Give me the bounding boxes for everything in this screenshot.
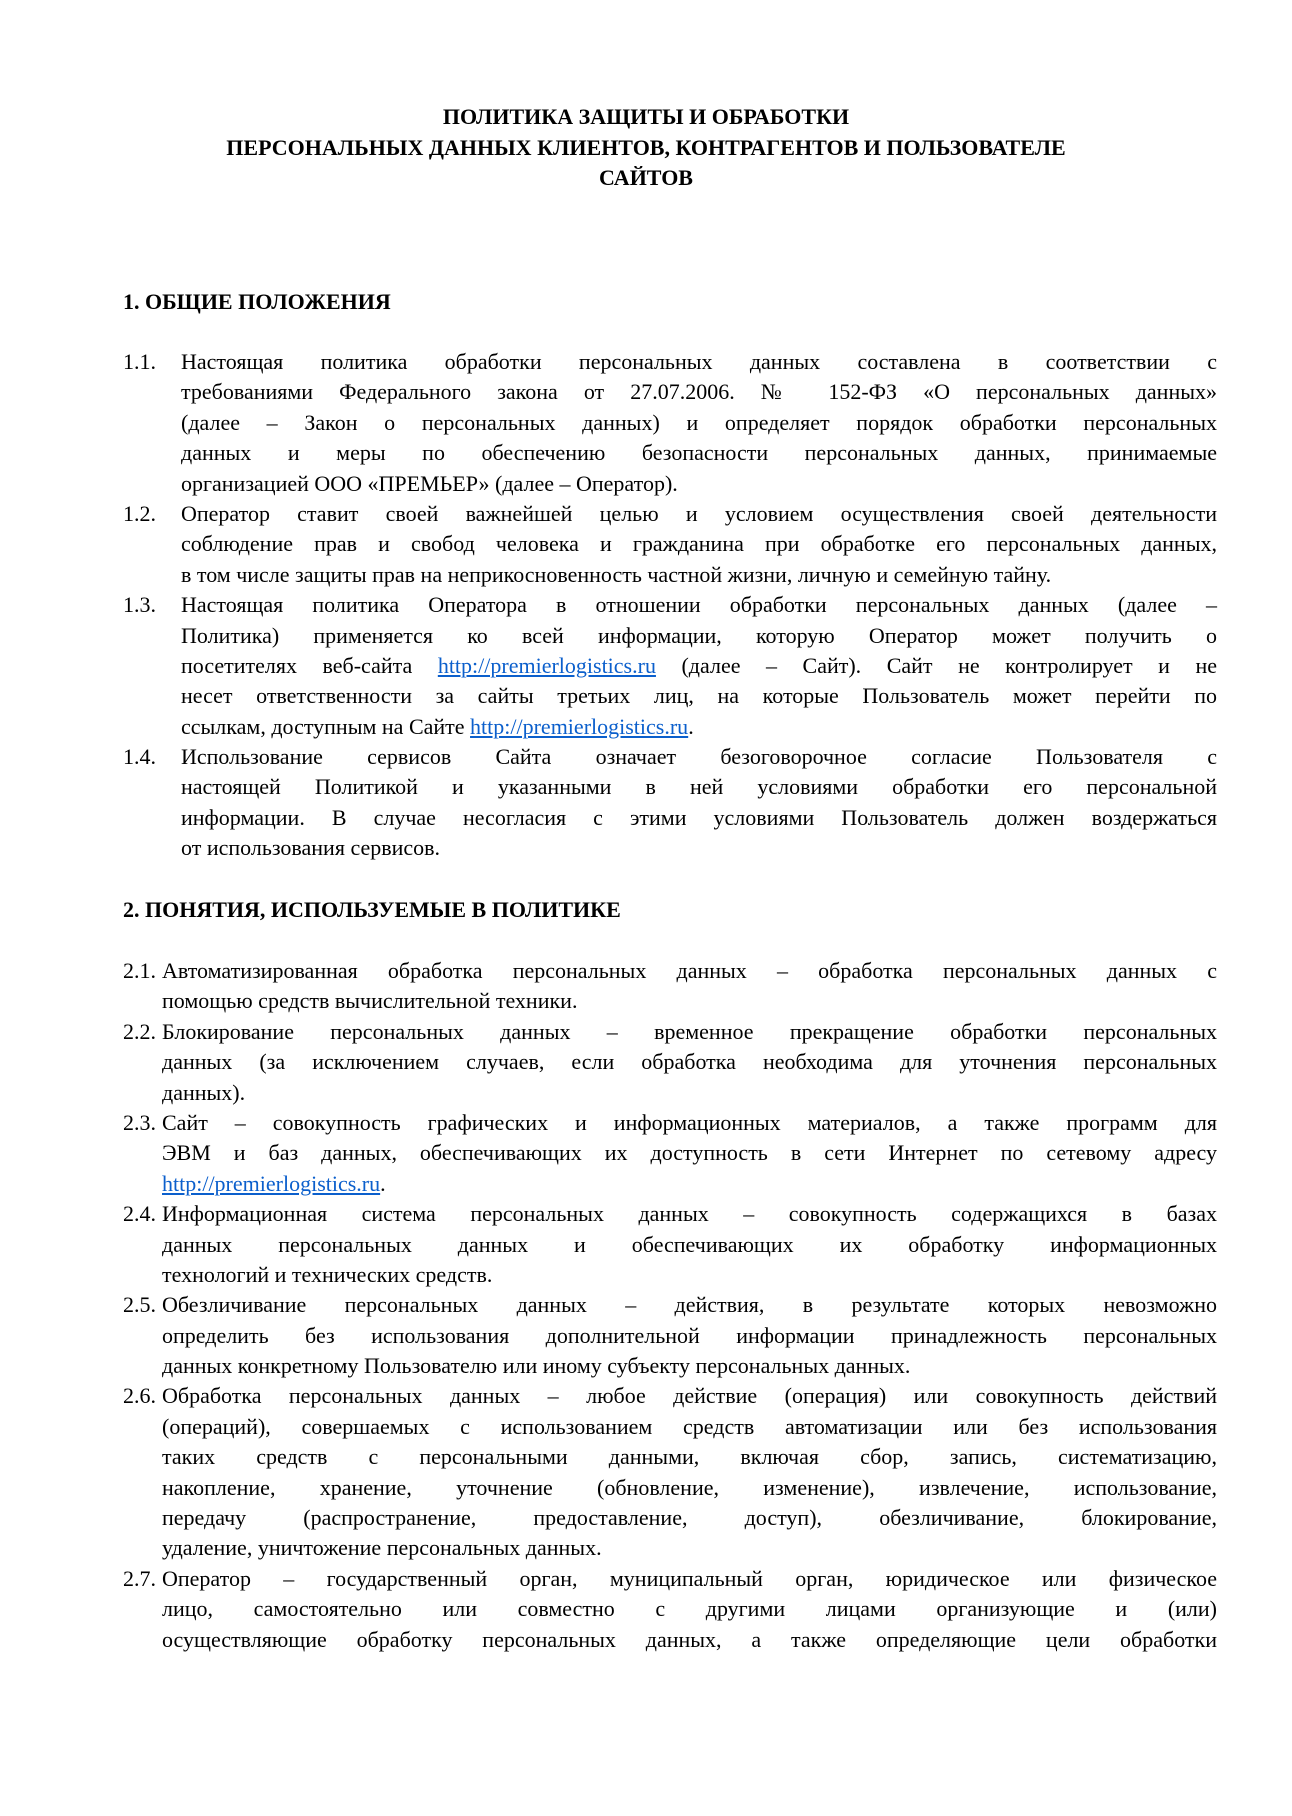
text-line: удаление, уничтожение персональных данных.	[162, 1535, 602, 1561]
item-number: 2.1.	[123, 958, 156, 983]
text-line: Информационная система персональных данных – совокупность содержащихся в базах	[162, 1201, 1217, 1227]
item-number: 2.4.	[123, 1201, 156, 1227]
title-line: ПОЛИТИКА ЗАЩИТЫ И ОБРАБОТКИ	[442, 104, 850, 129]
item-text	[162, 956, 1217, 1017]
text-line: несет ответственности за сайты третьих лиц, на которые Пользователь может перейти по	[181, 683, 1217, 709]
text-line	[162, 1169, 1217, 1199]
item-number: 2.5.	[123, 1292, 156, 1318]
website-link[interactable]: http://premierlogistics.ru	[162, 1170, 381, 1196]
list-item	[123, 347, 1217, 499]
text-line: организацией ООО «ПРЕМЬЕР» (далее – Оператор).	[181, 470, 678, 496]
text-line: накопление, хранение, уточнение (обновление, изменение), извлечение, использование,	[162, 1474, 1217, 1500]
item-text	[162, 1017, 1217, 1108]
item-number: 1.4.	[123, 744, 156, 770]
item-text	[162, 1564, 1217, 1655]
text-segment: .	[688, 713, 694, 739]
website-link[interactable]: http://premierlogistics.ru	[437, 652, 656, 678]
list-item	[123, 590, 1217, 742]
text-line: в том числе защиты прав на неприкосновенность частной жизни, личную и семейную тайну.	[181, 561, 1052, 587]
text-line: таких средств с персональными данными, включая сбор, запись, систематизацию,	[162, 1444, 1217, 1470]
text-line: Политика) применяется ко всей информации, которую Оператор может получить о	[181, 622, 1217, 648]
text-line: требованиями Федерального закона от 27.07.2006. № 152-ФЗ «О персональных данных»	[181, 379, 1217, 405]
text-line: данных).	[162, 1079, 246, 1105]
section-heading-terms: 2. ПОНЯТИЯ, ИСПОЛЬЗУЕМЫЕ В ПОЛИТИКЕ	[123, 897, 621, 922]
text-segment: ссылкам, доступным на Сайте	[181, 713, 471, 739]
text-segment: (далее – Сайт). Сайт не контролирует и не	[655, 652, 1217, 678]
item-text	[181, 742, 1217, 864]
list-item	[123, 956, 1217, 1017]
text-line: Автоматизированная обработка персональных данных – обработка персональных данных с	[162, 958, 1217, 983]
text-line: настоящей Политикой и указанными в ней условиями обработки его персональной	[181, 774, 1217, 800]
list-item	[123, 742, 1217, 864]
text-line: Блокирование персональных данных – временное прекращение обработки персональных	[162, 1018, 1217, 1044]
text-line: лицо, самостоятельно или совместно с другими лицами организующие и (или)	[162, 1596, 1217, 1622]
item-text	[181, 499, 1217, 590]
text-line: помощью средств вычислительной техники.	[162, 988, 578, 1014]
text-line: (далее – Закон о персональных данных) и определяет порядок обработки персональных	[181, 409, 1217, 435]
item-text	[162, 1290, 1217, 1381]
text-line: ЭВМ и баз данных, обеспечивающих их доступность в сети Интернет по сетевому адресу	[162, 1140, 1217, 1166]
item-number: 2.7.	[123, 1565, 156, 1591]
text-line	[181, 651, 1217, 681]
text-line: Оператор ставит своей важнейшей целью и условием осуществления своей деятельности	[181, 500, 1217, 526]
item-number: 1.2.	[123, 500, 156, 526]
text-line: информации. В случае несогласия с этими условиями Пользователь должен воздержаться	[181, 804, 1217, 830]
text-line: осуществляющие обработку персональных данных, а также определяющие цели обработки	[162, 1626, 1217, 1652]
item-text	[162, 1381, 1217, 1563]
list-item	[123, 1108, 1217, 1199]
item-number: 2.6.	[123, 1383, 156, 1409]
text-line: технологий и технических средств.	[162, 1261, 493, 1287]
text-line: данных персональных данных и обеспечивающих их обработку информационных	[162, 1231, 1217, 1257]
title-line: САЙТОВ	[599, 165, 693, 190]
title-line: ПЕРСОНАЛЬНЫХ ДАННЫХ КЛИЕНТОВ, КОНТРАГЕНТОВ И ПОЛЬЗОВАТЕЛЕ	[226, 134, 1066, 160]
text-line: Обработка персональных данных – любое действие (операция) или совокупность действий	[162, 1383, 1217, 1409]
item-number: 1.3.	[123, 592, 156, 618]
list-item	[123, 499, 1217, 590]
text-line: Оператор – государственный орган, муниципальный орган, юридическое или физическое	[162, 1565, 1217, 1591]
text-line: Сайт – совокупность графических и информационных материалов, а также программ для	[162, 1109, 1217, 1135]
list-item	[123, 1564, 1217, 1655]
item-number: 2.3.	[123, 1109, 156, 1135]
text-line: передачу (распространение, предоставление, доступ), обезличивание, блокирование,	[162, 1505, 1217, 1531]
item-text	[162, 1108, 1217, 1199]
text-line	[181, 712, 1217, 742]
list-item	[123, 1199, 1217, 1290]
section-1-list	[123, 347, 1217, 864]
text-line: определить без использования дополнительной информации принадлежность персональных	[162, 1322, 1217, 1348]
list-item	[123, 1017, 1217, 1108]
item-text	[181, 347, 1217, 499]
website-link[interactable]: http://premierlogistics.ru	[470, 713, 689, 739]
list-item	[123, 1381, 1217, 1563]
text-line: Настоящая политика обработки персональных данных составлена в соответствии с	[181, 349, 1217, 374]
text-line: данных (за исключением случаев, если обработка необходима для уточнения персональных	[162, 1049, 1217, 1075]
item-number: 2.2.	[123, 1018, 156, 1044]
text-line: (операций), совершаемых с использованием средств автоматизации или без использования	[162, 1413, 1217, 1439]
text-line: Обезличивание персональных данных – действия, в результате которых невозможно	[162, 1292, 1217, 1318]
document-title	[0, 102, 1292, 194]
item-text	[162, 1199, 1217, 1290]
item-text	[181, 590, 1217, 742]
text-line: соблюдение прав и свобод человека и гражданина при обработке его персональных данных,	[181, 531, 1217, 557]
text-segment: посетителях веб-сайта	[181, 652, 438, 678]
text-segment: .	[380, 1170, 386, 1196]
list-item	[123, 1290, 1217, 1381]
text-line: Настоящая политика Оператора в отношении обработки персональных данных (далее –	[181, 592, 1217, 618]
text-line: Использование сервисов Сайта означает безоговорочное согласие Пользователя с	[181, 744, 1217, 770]
text-line: данных и меры по обеспечению безопасности персональных данных, принимаемые	[181, 440, 1217, 466]
section-heading-general: 1. ОБЩИЕ ПОЛОЖЕНИЯ	[123, 289, 391, 314]
text-line: данных конкретному Пользователю или иному субъекту персональных данных.	[162, 1353, 911, 1379]
section-2-list	[123, 956, 1217, 1655]
text-line: от использования сервисов.	[181, 835, 441, 861]
item-number: 1.1.	[123, 349, 156, 374]
